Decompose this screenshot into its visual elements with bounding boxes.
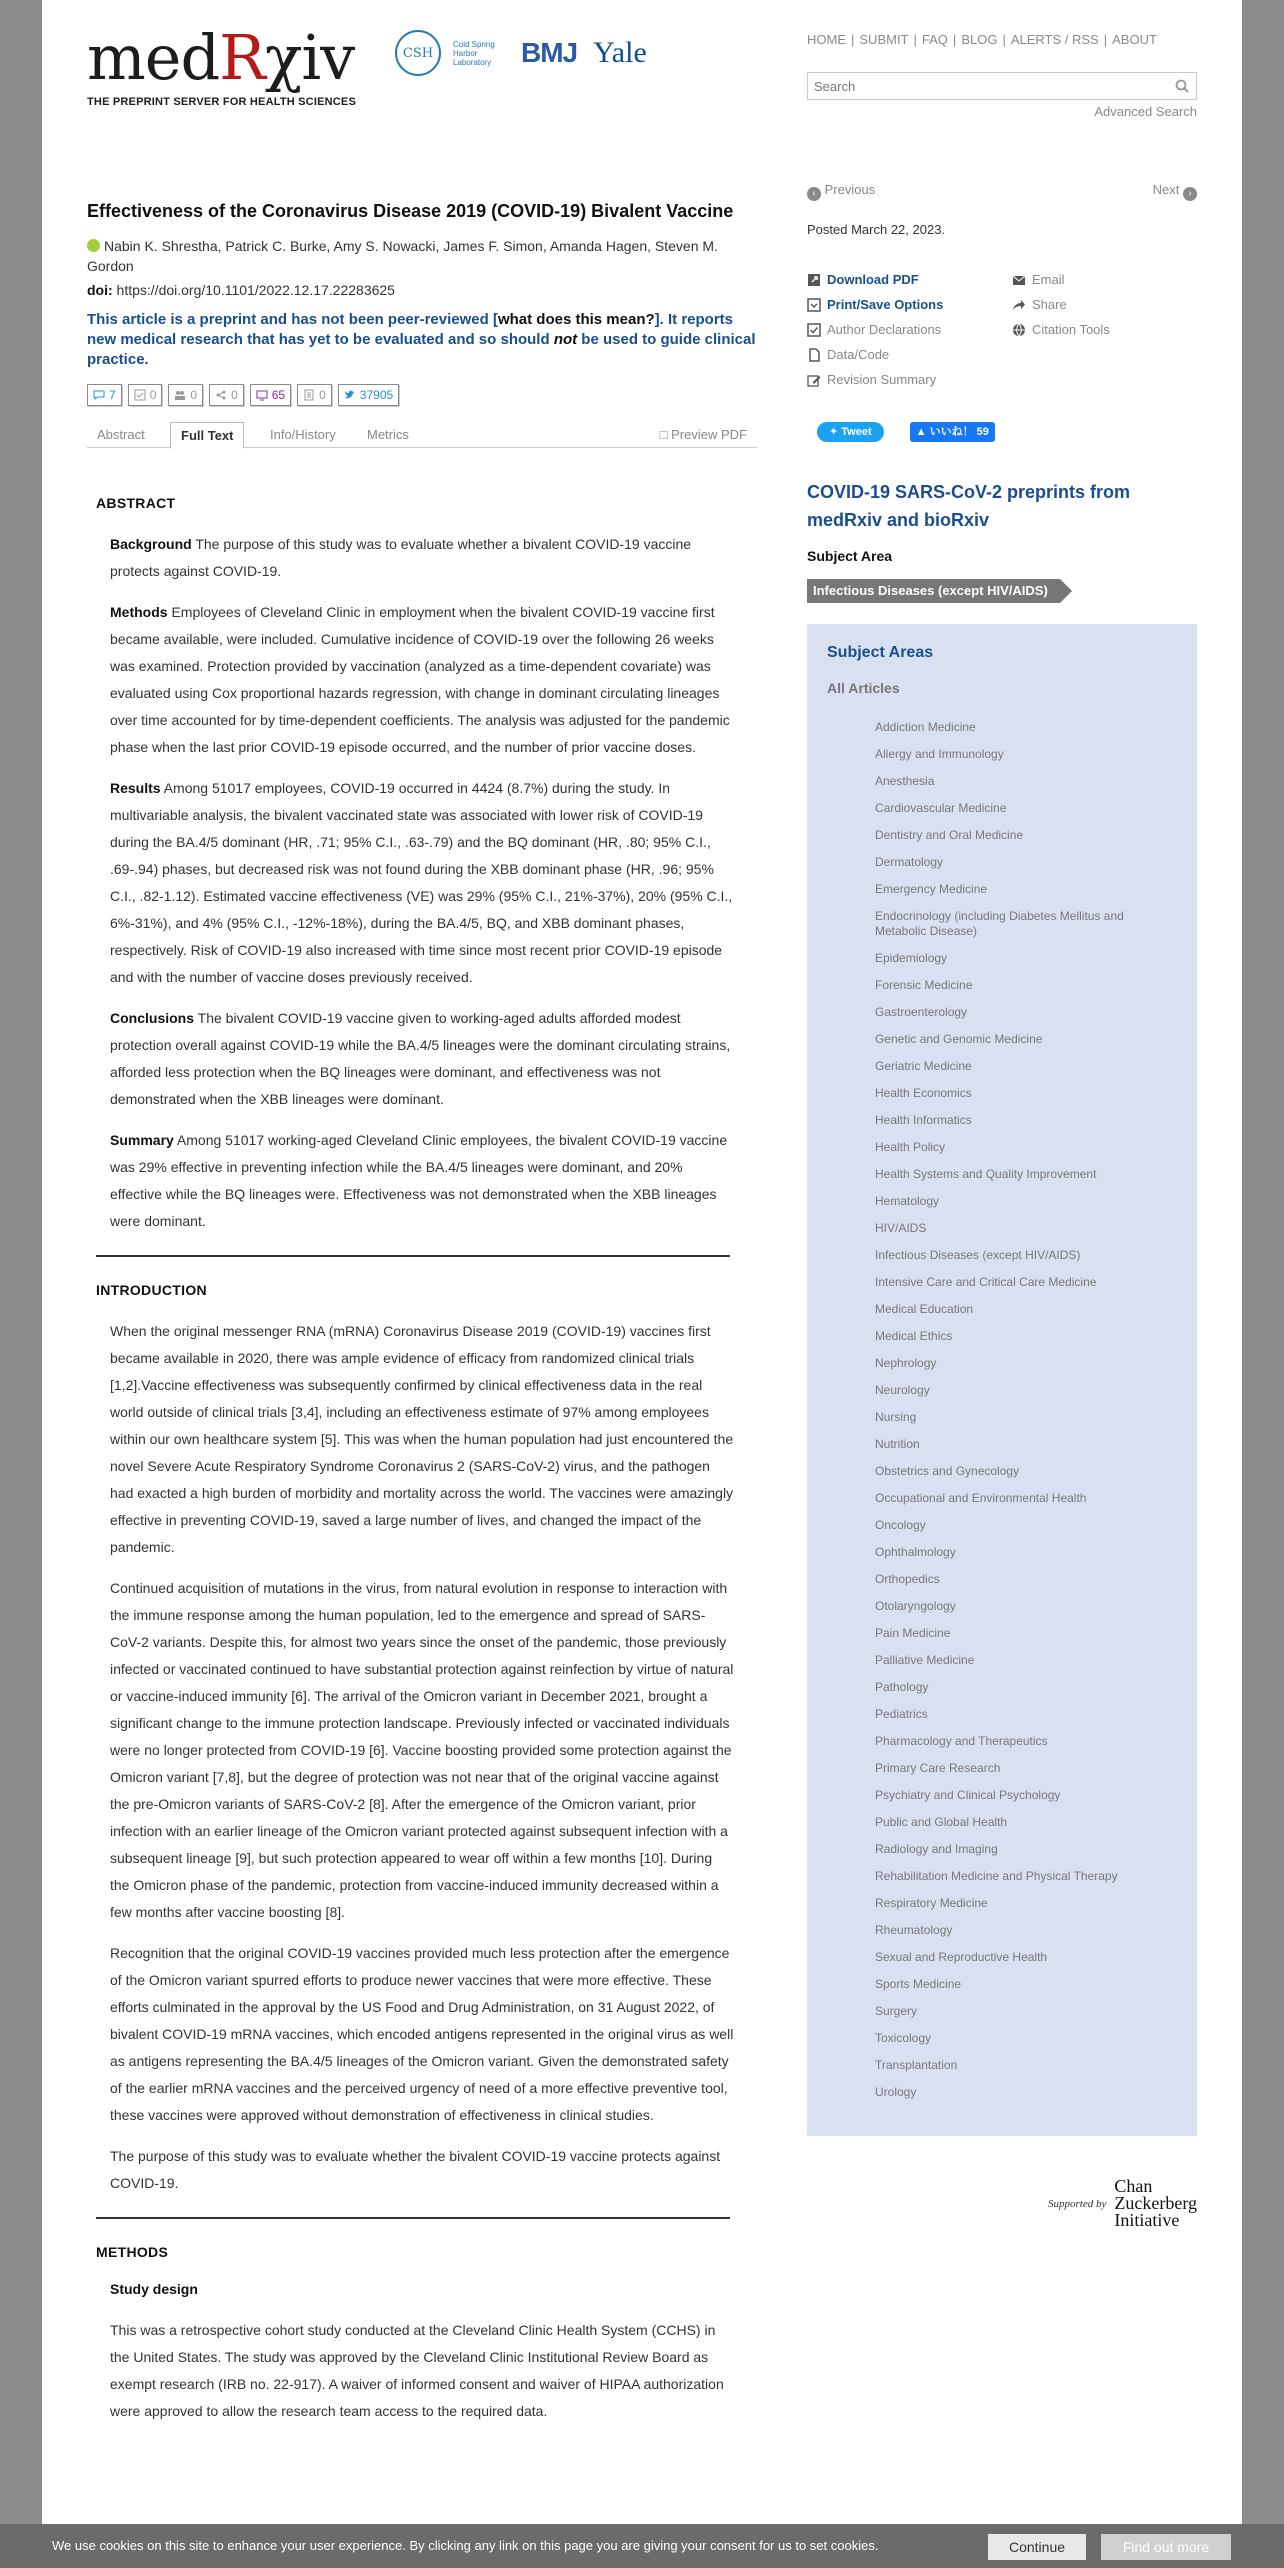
subject-list-item[interactable]: Primary Care Research <box>875 1761 1001 1775</box>
subject-list-item[interactable]: Allergy and Immunology <box>875 747 1004 761</box>
share-link[interactable] <box>1012 297 1067 312</box>
results-label: Results <box>110 780 161 796</box>
top-navigation: HOME | SUBMIT | FAQ | BLOG | ALERTS / RSS | ABOUT <box>807 32 1157 47</box>
tab-full-text[interactable]: Full Text <box>170 422 244 449</box>
subject-areas-title: Subject Areas <box>827 644 934 661</box>
globe-icon <box>1012 323 1026 337</box>
czi-name <box>1114 2178 1197 2229</box>
peer-review-count: 0 <box>149 388 157 402</box>
study-design-paragraph: This was a retrospective cohort study conducted at the Cleveland Clinic Health System (CCHS) in the United States. The study was approved by the Cleveland Clinic Institutional Review Board as exempt research (IRB no. 22-917). A waiver of informed consent and waiver of HIPAA authorization were approved to allow the research team access to the required data. <box>110 2322 724 2419</box>
author-list <box>87 236 757 276</box>
intro-paragraph-3: Recognition that the original COVID-19 vaccines provided much less protection after the emergence of the Omicron variant spurred efforts to produce newer vaccines that were more effective. These efforts culminated in the approval by the US Food and Drug Administration, on 31 August 2022, of bivalent COVID-19 mRNA vaccines, which encoded antigens represented in the original virus as well as antigens representing the BA.4/5 lineages of the Omicron variant. Given the demonstrated safety of the earlier mRNA vaccines and the perceived urgency of need of a more effective preventive tool, these vaccines were approved without demonstration of effectiveness in clinical studies. <box>110 1945 734 2123</box>
logo-tagline: THE PREPRINT SERVER FOR HEALTH SCIENCES <box>87 96 356 108</box>
tab-metrics[interactable]: Metrics <box>367 427 409 442</box>
subject-list-item[interactable]: Dentistry and Oral Medicine <box>875 828 1024 842</box>
facebook-like-label: いいね！ 59 <box>929 426 989 438</box>
medrxiv-logo[interactable] <box>87 21 357 108</box>
arrow-left-icon: ‹ <box>807 187 821 201</box>
posted-date: Posted March 22, 2023. <box>807 222 946 237</box>
doi-label: doi: <box>87 282 113 298</box>
twitter-badge[interactable] <box>338 384 399 406</box>
print-save-label: Print/Save Options <box>827 297 944 312</box>
comments-badge[interactable] <box>87 384 122 406</box>
media-badge[interactable] <box>250 384 291 406</box>
citations-count: 0 <box>319 388 326 402</box>
altmetric-badges <box>87 384 757 406</box>
article-header <box>87 200 757 448</box>
arrow-right-icon: › <box>1183 187 1197 201</box>
tab-info-history[interactable]: Info/History <box>270 427 336 442</box>
abstract-background <box>110 531 734 585</box>
subject-list-item[interactable]: Infectious Diseases (except HIV/AIDS) <box>875 1248 1081 1262</box>
next-link[interactable] <box>1153 182 1197 201</box>
external-link-icon <box>807 273 821 287</box>
notice-text-b: ]. It reports new medical research that has yet to be evaluated and so should <box>87 311 733 348</box>
subject-list-item[interactable]: Health Policy <box>875 1140 946 1154</box>
orcid-icon[interactable] <box>87 239 100 252</box>
nav-blog[interactable]: BLOG <box>961 32 998 47</box>
share-arrow-icon <box>1012 298 1026 312</box>
search-input[interactable] <box>808 73 1158 99</box>
what-does-this-mean-link[interactable]: what does this mean? <box>497 311 655 328</box>
subject-list-item[interactable]: Rheumatology <box>875 1923 953 1937</box>
monitor-icon <box>256 389 268 401</box>
subject-list <box>875 720 1177 2100</box>
share-label: Share <box>1032 297 1067 312</box>
subject-list-item[interactable]: Health Economics <box>875 1086 972 1100</box>
pdf-icon: □ <box>659 427 668 442</box>
subject-list-item[interactable]: Psychiatry and Clinical Psychology <box>875 1788 1061 1802</box>
print-icon <box>807 298 821 312</box>
bmj-logo: BMJ <box>521 37 578 68</box>
article-pagination <box>807 182 1197 201</box>
preprint-notice <box>87 310 757 370</box>
conclusions-label: Conclusions <box>110 1010 195 1026</box>
data-code-link[interactable] <box>807 347 889 362</box>
next-label: Next <box>1152 182 1180 197</box>
subject-list-item[interactable]: Emergency Medicine <box>875 882 988 896</box>
comments-count: 7 <box>109 388 116 402</box>
subject-list-item[interactable]: Pediatrics <box>875 1707 928 1721</box>
subject-list-item[interactable]: Ophthalmology <box>875 1545 956 1559</box>
subject-list-item[interactable]: Pharmacology and Therapeutics <box>875 1734 1048 1748</box>
subject-list-item[interactable]: Endocrinology (including Diabetes Mellitus and Metabolic Disease) <box>875 909 1124 938</box>
thumbs-up-icon: ▲ <box>915 426 927 438</box>
subject-list-item[interactable]: Radiology and Imaging <box>875 1842 998 1856</box>
abstract-summary <box>110 1127 734 1235</box>
abstract-conclusions <box>110 1005 734 1113</box>
subject-list-item[interactable]: Surgery <box>875 2004 918 2018</box>
cookie-find-out-more-button[interactable]: Find out more <box>1101 2534 1231 2560</box>
tab-abstract[interactable]: Abstract <box>97 427 145 442</box>
check-icon <box>134 389 146 401</box>
intro-paragraph-2: Continued acquisition of mutations in the virus, from natural evolution in response to interaction with the immune response among the human population, led to the emergence and spread of SARS-CoV-2 variants. Despite this, for almost two years since the onset of the pandemic, those previously infected or vaccinated continued to have substantial protection against reinfection by virtue of natural or vaccine-induced immunity [6]. The arrival of the Omicron variant in December 2021, brought a significant change to the immune protection landscape. Previously infected or vaccinated individuals were no longer protected from COVID-19 [6]. Vaccine boosting provided some protection against the Omicron variant [7,8], but the degree of protection was not near that of the original vaccine against the pre-Omicron variants of SARS-CoV-2 [8]. After the emergence of the Omicron variant, prior infection with an earlier lineage of the Omicron variant protected against subsequent infection with a subsequent lineage [9], but such protection appeared to wear off within a few months [10]. During the Omicron phase of the pandemic, protection from vaccine-induced immunity decreased within a few months after vaccine boosting [8]. <box>110 1580 734 1920</box>
abstract-methods <box>110 599 734 761</box>
subject-list-item[interactable]: Nephrology <box>875 1356 937 1370</box>
subject-list-item[interactable]: Addiction Medicine <box>875 720 976 734</box>
subject-list-item[interactable]: Cardiovascular Medicine <box>875 801 1007 815</box>
subject-list-item[interactable]: Anesthesia <box>875 774 935 788</box>
subject-list-item[interactable]: Sexual and Reproductive Health <box>875 1950 1048 1964</box>
czi-line-3: Initiative <box>1114 2210 1180 2230</box>
peer-review-badge[interactable] <box>128 384 163 406</box>
subject-areas-panel <box>807 624 1197 2136</box>
all-articles-link[interactable]: All Articles <box>827 680 900 696</box>
notice-text-c: be used to guide clinical practice. <box>87 331 756 368</box>
author-declarations-label: Author Declarations <box>827 322 942 337</box>
subject-list-item[interactable]: Rehabilitation Medicine and Physical Therapy <box>875 1869 1118 1883</box>
summary-label: Summary <box>110 1132 174 1148</box>
search-box <box>807 72 1197 100</box>
czi-line-2: Zuckerberg <box>1114 2193 1197 2213</box>
document-icon <box>303 389 315 401</box>
citation-tools-label: Citation Tools <box>1032 322 1110 337</box>
methods-heading: METHODS <box>96 2244 169 2260</box>
advanced-search-link[interactable]: Advanced Search <box>1094 104 1197 119</box>
subject-list-item[interactable]: Transplantation <box>875 2058 958 2072</box>
results-text: Among 51017 employees, COVID-19 occurred in 4424 (8.7%) during the study. In multivariable analysis, the bivalent vaccinated state was associated with lower risk of COVID-19 during the BA.4/5 dominant (HR, .71; 95% C.I., .63-.79) and the BQ dominant (HR, .80; 95% C.I., .69-.94) phases, but decreased risk was not found during the XBB dominant phase (HR, .96; 95% C.I., .82-1.12). Estimated vaccine effectiveness (VE) was 29% (95% C.I., 21%-37%), 20% (95% C.I., 6%-31%), and 4% (95% C.I., -12%-18%), during the BA.4/5, BQ, and XBB dominant phases, respectively. Risk of COVID-19 also increased with time since most recent prior COVID-19 episode and with the number of vaccine doses previously received. <box>110 780 733 985</box>
subject-list-item[interactable]: Health Systems and Quality Improvement <box>875 1167 1097 1181</box>
subject-list-item[interactable]: Sports Medicine <box>875 1977 962 1991</box>
study-design-heading: Study design <box>110 2281 198 2297</box>
twitter-count: 37905 <box>359 388 394 402</box>
previous-link[interactable] <box>807 182 875 197</box>
subject-list-item[interactable]: Otolaryngology <box>875 1599 956 1613</box>
tweet-label: Tweet <box>841 426 872 438</box>
social-buttons <box>817 422 995 442</box>
article-title: Effectiveness of the Coronavirus Disease 2019 (COVID-19) Bivalent Vaccine <box>87 201 734 221</box>
subject-list-item[interactable]: Oncology <box>875 1518 926 1532</box>
media-count: 65 <box>271 388 286 402</box>
abstract-heading: ABSTRACT <box>96 495 176 511</box>
subject-list-item[interactable]: Nursing <box>875 1410 917 1424</box>
introduction-heading: INTRODUCTION <box>96 1282 207 1298</box>
background-label: Background <box>110 536 192 552</box>
subject-list-item[interactable]: Genetic and Genomic Medicine <box>875 1032 1043 1046</box>
print-save-link[interactable] <box>807 297 943 312</box>
download-pdf-link[interactable] <box>807 272 919 287</box>
covid-preprints-link[interactable]: COVID-19 SARS-CoV-2 preprints from medRxiv and bioRxiv <box>807 482 1131 530</box>
nav-home[interactable]: HOME <box>807 32 846 47</box>
users-icon <box>174 389 186 401</box>
subject-list-item[interactable]: Forensic Medicine <box>875 978 973 992</box>
subject-list-item[interactable]: HIV/AIDS <box>875 1221 927 1235</box>
share-count: 0 <box>231 388 238 402</box>
subject-area-label: Subject Area <box>807 548 893 564</box>
subject-list-item[interactable]: Palliative Medicine <box>875 1653 975 1667</box>
subject-list-item[interactable]: Pain Medicine <box>875 1626 951 1640</box>
subject-list-item[interactable]: Medical Education <box>875 1302 974 1316</box>
notice-text-a: This article is a preprint and has not been peer-reviewed [ <box>87 311 498 328</box>
nav-about[interactable]: ABOUT <box>1112 32 1157 47</box>
revision-summary-link[interactable] <box>807 372 936 387</box>
subject-list-item[interactable]: Intensive Care and Critical Care Medicine <box>875 1275 1097 1289</box>
share-icon <box>215 389 227 401</box>
conclusions-text: The bivalent COVID-19 vaccine given to working-aged adults afforded modest protection overall against COVID-19 while the BA.4/5 lineages were the dominant circulating strains, afforded less protection when the BQ lineages were dominant, and effectiveness was not demonstrated when the XBB lineages were dominant. <box>110 1010 731 1107</box>
nav-submit[interactable]: SUBMIT <box>859 32 909 47</box>
page <box>42 0 1242 2568</box>
czi-logo[interactable] <box>1048 2178 1197 2229</box>
preview-pdf-label: Preview PDF <box>671 427 747 442</box>
subject-list-item[interactable]: Respiratory Medicine <box>875 1896 988 1910</box>
subject-list-item[interactable]: Public and Global Health <box>875 1815 1008 1829</box>
twitter-bird-icon: ✦ <box>829 426 839 438</box>
comment-icon <box>93 389 105 401</box>
edit-icon <box>807 373 821 387</box>
methods-label: Methods <box>110 604 168 620</box>
nav-alerts-rss[interactable]: ALERTS / RSS <box>1010 32 1099 47</box>
subject-list-item[interactable]: Urology <box>875 2085 917 2099</box>
czi-line-1: Chan <box>1114 2176 1153 2196</box>
cookie-message: We use cookies on this site to enhance your user experience. By clicking any link on this page you are giving your consent for us to set cookies. <box>52 2538 879 2553</box>
community-count: 0 <box>190 388 198 402</box>
data-code-label: Data/Code <box>827 347 890 362</box>
section-divider <box>96 2217 730 2219</box>
yale-logo: Yale <box>593 36 647 69</box>
search-icon[interactable] <box>1174 78 1190 94</box>
background-text: The purpose of this study was to evaluate whether a bivalent COVID-19 vaccine protects against COVID-19. <box>110 536 692 579</box>
subject-list-item[interactable]: Geriatric Medicine <box>875 1059 972 1073</box>
summary-text: Among 51017 working-aged Cleveland Clinic employees, the bivalent COVID-19 vaccine was 29% effective in preventing infection while the BA.4/5 lineages were dominant, and 20% effective while the BQ lineages were. Effectiveness was not demonstrated when the XBB lineages were dominant. <box>110 1132 728 1229</box>
subject-list-item[interactable]: Medical Ethics <box>875 1329 953 1343</box>
nav-faq[interactable]: FAQ <box>921 32 948 47</box>
email-label: Email <box>1032 272 1065 287</box>
abstract-results <box>110 775 734 991</box>
subject-list-item[interactable]: Occupational and Environmental Health <box>875 1491 1087 1505</box>
envelope-icon <box>1012 273 1026 287</box>
email-link[interactable] <box>1012 272 1065 287</box>
article-body <box>94 490 734 2425</box>
notice-emphasis: not <box>553 331 578 348</box>
checkbox-icon <box>807 323 821 337</box>
subject-list-item[interactable]: Hematology <box>875 1194 940 1208</box>
doi-link[interactable]: https://doi.org/10.1101/2022.12.17.22283625 <box>116 282 395 298</box>
article-tabs <box>87 420 757 448</box>
file-icon <box>807 348 821 362</box>
section-divider <box>96 1255 730 1257</box>
citations-badge[interactable] <box>297 384 332 406</box>
tweet-button[interactable] <box>817 422 884 442</box>
subject-list-item[interactable]: Obstetrics and Gynecology <box>875 1464 1020 1478</box>
previous-label: Previous <box>824 182 876 197</box>
cookie-banner <box>0 2524 1284 2568</box>
subject-list-item[interactable]: Gastroenterology <box>875 1005 968 1019</box>
csh-logo-icon: CSH <box>395 30 441 76</box>
subject-list-item[interactable]: Neurology <box>875 1383 930 1397</box>
intro-paragraph-4: The purpose of this study was to evaluate whether the bivalent COVID-19 vaccine protects against COVID-19. <box>110 2148 721 2191</box>
doi-line <box>87 282 757 298</box>
methods-text: Employees of Cleveland Clinic in employment when the bivalent COVID-19 vaccine first became available, were included. Cumulative incidence of COVID-19 over the following 26 weeks was examined. Protection provided by vaccination (analyzed as a time-dependent covariate) was evaluated using Cox proportional hazards regression, with change in dominant circulating lineages over time accounted for by time-dependent coefficients. The analysis was adjusted for the pandemic phase when the last prior COVID-19 episode occurred, and the number of prior vaccine doses. <box>110 604 730 755</box>
download-pdf-label: Download PDF <box>827 272 919 287</box>
partner-logos <box>395 28 647 78</box>
subject-list-item[interactable]: Toxicology <box>875 2031 932 2045</box>
subject-list-item[interactable]: Orthopedics <box>875 1572 940 1586</box>
facebook-like-button[interactable] <box>910 422 995 442</box>
subject-list-item[interactable]: Dermatology <box>875 855 944 869</box>
authors-text[interactable]: Nabin K. Shrestha, Patrick C. Burke, Amy S. Nowacki, James F. Simon, Amanda Hagen, Steven M. Gordon <box>87 238 718 274</box>
supported-by-label: Supported by <box>1048 2197 1107 2210</box>
subject-list-item[interactable]: Epidemiology <box>875 951 948 965</box>
cookie-continue-button[interactable]: Continue <box>988 2534 1086 2560</box>
subject-list-item[interactable]: Pathology <box>875 1680 929 1694</box>
csh-logo-text: Cold Spring Harbor Laboratory <box>453 39 495 67</box>
twitter-icon <box>344 389 356 401</box>
author-declarations-link[interactable] <box>807 322 941 337</box>
intro-paragraph-1: When the original messenger RNA (mRNA) Coronavirus Disease 2019 (COVID-19) vaccines first became available in 2020, there was ample evidence of efficacy from randomized clinical trials [1,2].Vaccine effectiveness was subsequently confirmed by clinical effectiveness data in the real world outside of clinical trials [3,4], including an effectiveness estimate of 97% among employees within our own healthcare system [5]. This was when the human population had just encountered the novel Severe Acute Respiratory Syndrome Coronavirus 2 (SARS-CoV-2) virus, and the pathogen had exacted a high burden of morbidity and mortality across the world. The vaccines were amazingly effective in preventing COVID-19, saved a large number of lives, and changed the impact of the pandemic. <box>110 1323 734 1555</box>
community-badge[interactable] <box>168 384 203 406</box>
subject-area-tag[interactable]: Infectious Diseases (except HIV/AIDS) <box>807 579 1060 603</box>
preview-pdf-link[interactable] <box>650 422 757 449</box>
share-badge[interactable] <box>209 384 244 406</box>
citation-tools-link[interactable] <box>1012 322 1110 337</box>
logo-text: medRχiv <box>87 21 355 94</box>
subject-list-item[interactable]: Health Informatics <box>875 1113 972 1127</box>
subject-list-item[interactable]: Nutrition <box>875 1437 920 1451</box>
revision-summary-label: Revision Summary <box>827 372 937 387</box>
